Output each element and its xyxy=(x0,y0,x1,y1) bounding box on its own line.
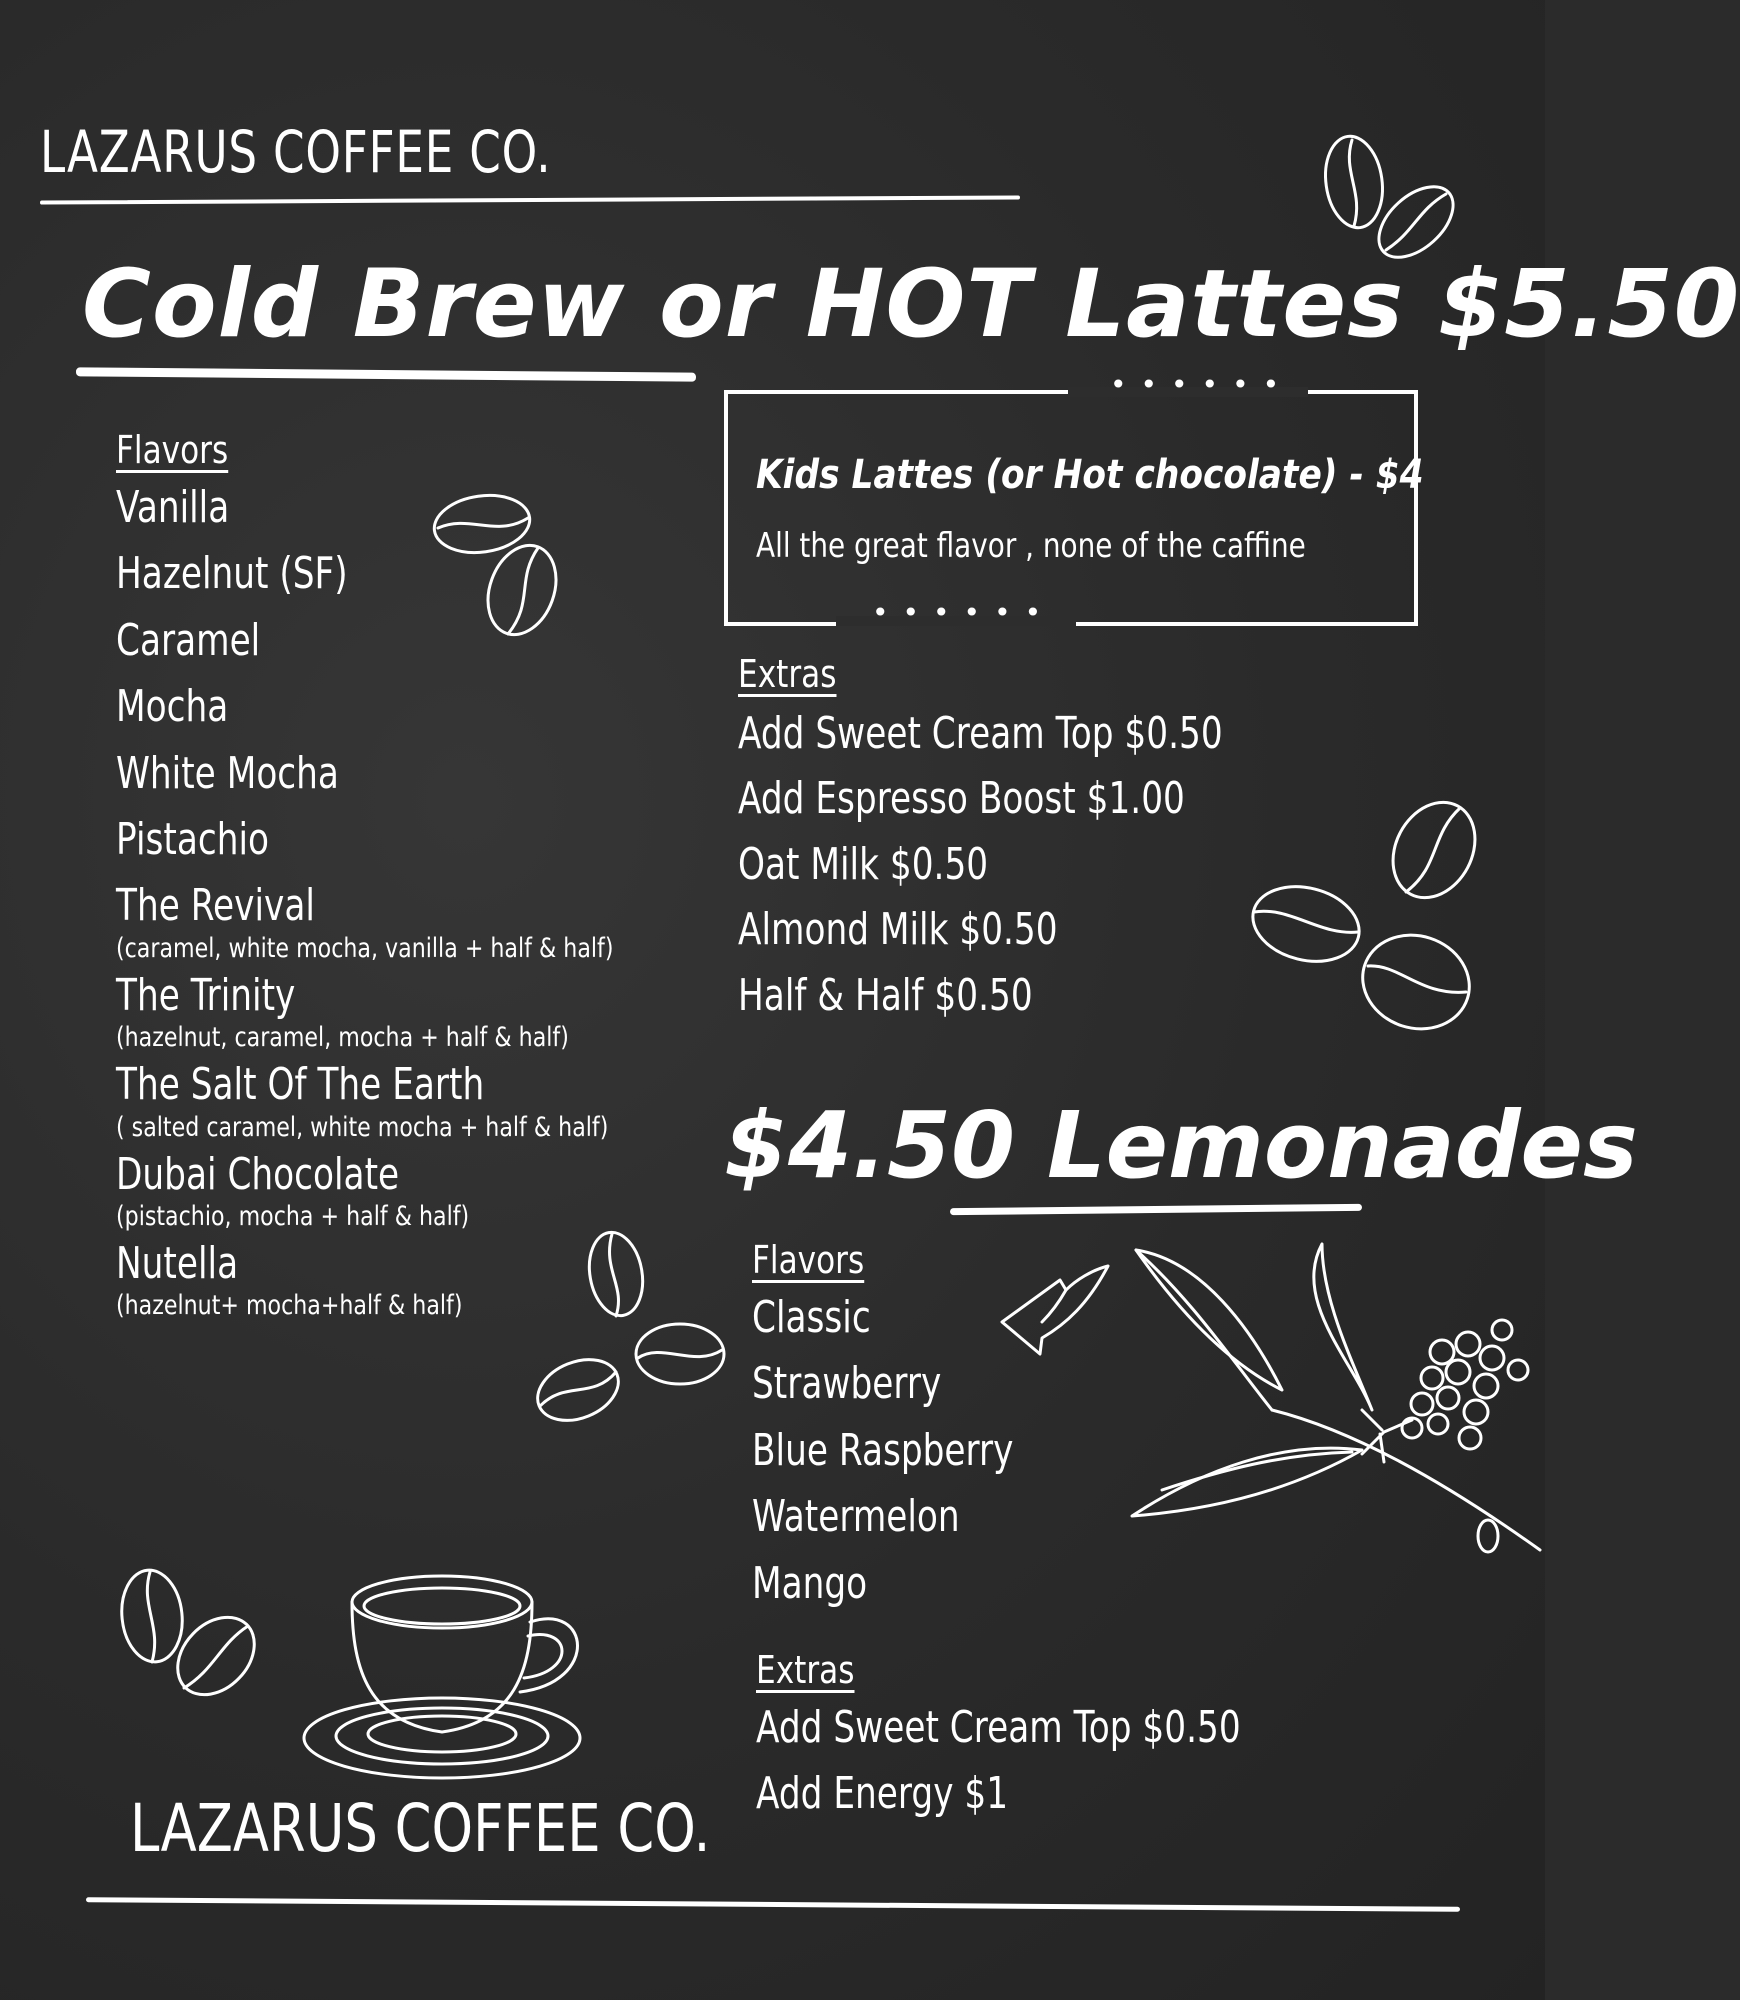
kids-lattes-description: All the great flavor , none of the caffine xyxy=(756,526,1306,566)
lemonade-extras-list xyxy=(756,1648,1316,1819)
list-item: Add Sweet Cream Top $0.50 xyxy=(738,708,1223,759)
list-item: Blue Raspberry xyxy=(752,1424,1014,1476)
divider-bottom xyxy=(86,1897,1460,1912)
lemonades-title: $4.50 Lemonades xyxy=(724,1092,1638,1199)
list-item: Strawberry xyxy=(752,1358,942,1410)
brand-name-bottom: LAZARUS COFFEE CO. xyxy=(130,1790,711,1867)
list-item: White Mocha xyxy=(116,747,339,799)
coffee-bean-icon xyxy=(116,1566,266,1706)
list-item: Pistachio xyxy=(116,813,270,865)
list-item: Oat Milk $0.50 xyxy=(738,838,989,890)
latte-flavors-heading: Flavors xyxy=(116,428,229,472)
brand-name-top: LAZARUS COFFEE CO. xyxy=(40,118,552,186)
list-item: Almond Milk $0.50 xyxy=(738,904,1058,956)
coffee-branch-icon xyxy=(1122,1240,1542,1580)
list-item: Classic xyxy=(752,1292,871,1343)
list-item: Watermelon xyxy=(752,1491,960,1543)
lemonade-extras-heading: Extras xyxy=(756,1648,855,1692)
list-item: Hazelnut (SF) xyxy=(116,548,348,600)
list-item-note: (hazelnut+ mocha+half & half) xyxy=(116,1290,463,1322)
list-item-note: (pistachio, mocha + half & half) xyxy=(116,1200,470,1232)
kids-lattes-box: •••••• •••••• Kids Lattes (or Hot chocolate) - $4 All the great flavor , none of the caffine xyxy=(724,390,1418,626)
list-item: Add Sweet Cream Top $0.50 xyxy=(756,1702,1241,1753)
lattes-title: Cold Brew or HOT Lattes $5.50 xyxy=(82,250,1740,359)
list-item: Mango xyxy=(752,1557,868,1609)
list-item: The Salt Of The Earth xyxy=(116,1059,485,1111)
title-underline xyxy=(76,367,696,381)
coffee-bean-icon xyxy=(532,1230,732,1430)
coffee-bean-icon xyxy=(430,490,570,640)
list-item: Vanilla xyxy=(116,482,230,533)
list-item: Nutella xyxy=(116,1237,239,1289)
list-item: Half & Half $0.50 xyxy=(738,969,1033,1021)
latte-flavors-list xyxy=(116,428,676,1321)
list-item: Add Energy $1 xyxy=(756,1768,1009,1820)
list-item-note: (hazelnut, caramel, mocha + half & half) xyxy=(116,1022,569,1054)
lemonade-flavors-heading: Flavors xyxy=(752,1238,865,1282)
coffee-cup-icon xyxy=(300,1572,590,1782)
coffee-bean-icon xyxy=(1240,796,1480,1036)
list-item: Caramel xyxy=(116,614,261,666)
list-item: Mocha xyxy=(116,681,229,733)
list-item-note: (caramel, white mocha, vanilla + half & half) xyxy=(116,932,614,964)
list-item: Dubai Chocolate xyxy=(116,1148,400,1200)
list-item: Add Espresso Boost $1.00 xyxy=(738,773,1185,825)
list-item-note: ( salted caramel, white mocha + half & half) xyxy=(116,1111,609,1143)
list-item: The Revival xyxy=(116,880,315,932)
kids-lattes-title: Kids Lattes (or Hot chocolate) - $4 xyxy=(756,452,1424,498)
list-item: The Trinity xyxy=(116,969,296,1021)
latte-extras-heading: Extras xyxy=(738,652,837,696)
arrow-icon xyxy=(996,1260,1116,1360)
divider-top xyxy=(40,195,1020,204)
latte-extras-list xyxy=(738,652,1258,1020)
lemonades-underline xyxy=(950,1204,1362,1215)
